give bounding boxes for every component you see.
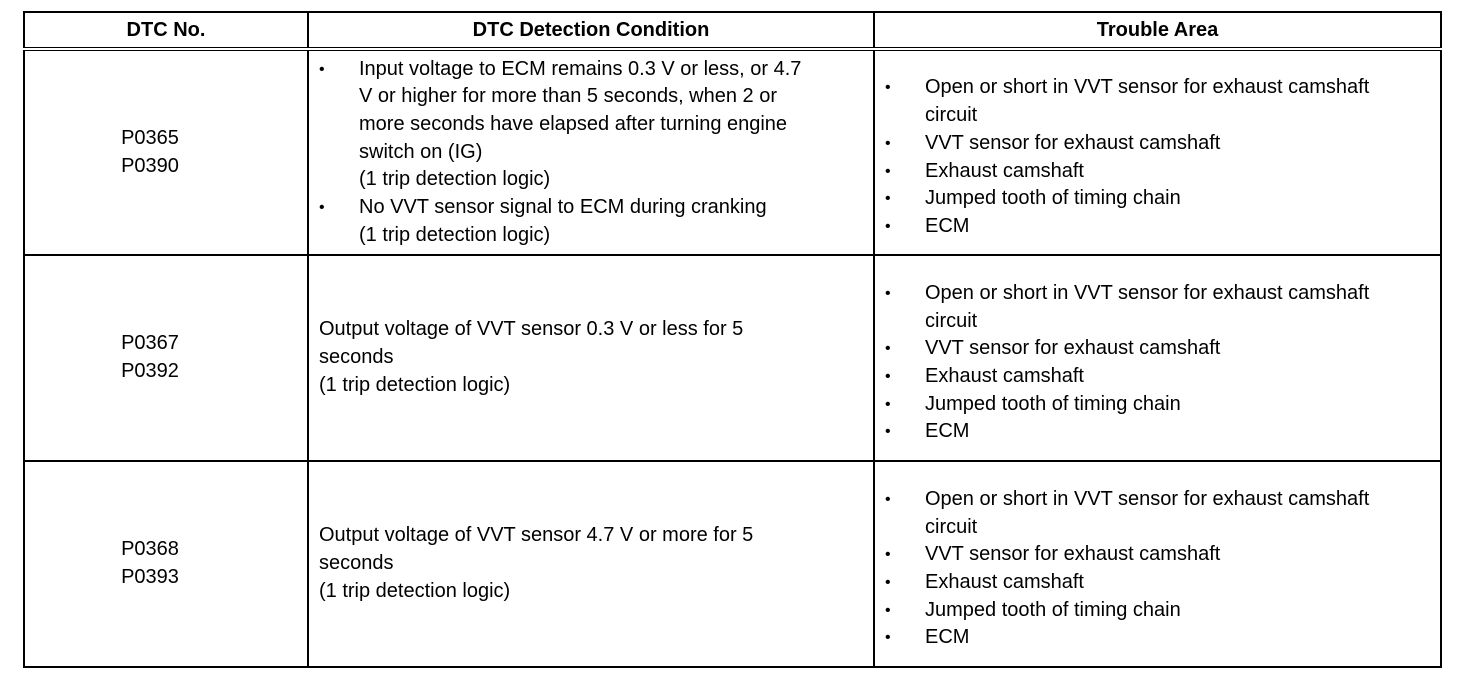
trouble-area-item: [885, 541, 1432, 569]
bullet-icon: •: [885, 284, 891, 302]
trouble-area-text: Exhaust camshaft: [925, 159, 1084, 182]
dtc-code: P0392: [121, 360, 179, 382]
table-row: [24, 49, 1441, 255]
trouble-area-item: [885, 158, 1432, 186]
bullet-icon: •: [885, 601, 891, 619]
detection-condition-cell: [308, 461, 874, 667]
bullet-icon: •: [885, 423, 891, 441]
trouble-area-text: VVT sensor for exhaust camshaft: [925, 337, 1221, 360]
trouble-area-item: [885, 280, 1432, 335]
bullet-icon: •: [885, 574, 891, 591]
trouble-area-text: ECM: [925, 626, 970, 649]
condition-item: [319, 194, 865, 249]
dtc-code: P0367: [121, 332, 179, 355]
trouble-area-text: VVT sensor for exhaust camshaft: [925, 131, 1221, 154]
dtc-code-cell: [24, 255, 308, 461]
header-detection-condition: DTC Detection Condition: [308, 12, 874, 49]
trouble-area-text: Jumped tooth of timing chain: [925, 392, 1181, 415]
trouble-area-cell: [874, 255, 1441, 461]
trouble-area-item: [885, 624, 1432, 652]
trouble-area-cell: [874, 49, 1441, 255]
condition-text: Output voltage of VVT sensor 0.3 V or less for 5 seconds (1 trip detection logic): [319, 318, 744, 396]
condition-text: Output voltage of VVT sensor 4.7 V or more for 5 seconds (1 trip detection logic): [319, 524, 754, 602]
trouble-area-item: [885, 391, 1432, 419]
dtc-code-cell: [24, 49, 308, 255]
dtc-code: P0390: [121, 154, 179, 177]
bullet-icon: •: [885, 162, 891, 180]
trouble-area-text: ECM: [925, 214, 970, 237]
trouble-area-item: [885, 213, 1432, 241]
trouble-area-item: [885, 569, 1432, 597]
trouble-area-item: [885, 185, 1432, 213]
bullet-icon: •: [885, 79, 891, 97]
bullet-icon: •: [885, 217, 891, 235]
trouble-area-text: Jumped tooth of timing chain: [925, 187, 1181, 210]
trouble-area-text: Jumped tooth of timing chain: [925, 598, 1181, 621]
dtc-code: P0393: [121, 566, 179, 588]
bullet-icon: •: [885, 490, 891, 508]
trouble-area-text: Open or short in VVT sensor for exhaust camshaft circuit: [925, 76, 1370, 127]
trouble-area-text: Exhaust camshaft: [925, 571, 1084, 593]
header-trouble-area: Trouble Area: [874, 12, 1441, 49]
trouble-area-text: Exhaust camshaft: [925, 365, 1084, 387]
condition-text: No VVT sensor signal to ECM during cranking (1 trip detection logic): [359, 196, 767, 246]
trouble-area-item: [885, 74, 1432, 129]
bullet-icon: •: [885, 629, 891, 647]
condition-text: Input voltage to ECM remains 0.3 V or less, or 4.7 V or higher for more than 5 seconds, when 2 or more seconds have elapsed after turning engine switch on (IG) (1 trip detection logic): [359, 57, 802, 191]
detection-condition-cell: [308, 255, 874, 461]
trouble-area-text: Open or short in VVT sensor for exhaust camshaft circuit: [925, 487, 1370, 538]
bullet-icon: •: [319, 60, 325, 78]
bullet-icon: •: [885, 190, 891, 208]
bullet-icon: •: [885, 134, 891, 152]
trouble-area-item: [885, 597, 1432, 625]
trouble-area-item: [885, 363, 1432, 391]
detection-condition-cell: [308, 49, 874, 255]
trouble-area-item: [885, 130, 1432, 158]
table-row: [24, 255, 1441, 461]
header-dtc-no: DTC No.: [24, 12, 308, 49]
dtc-code: P0368: [121, 538, 179, 561]
bullet-icon: •: [319, 199, 325, 217]
dtc-code: P0365: [121, 126, 179, 149]
bullet-icon: •: [885, 368, 891, 385]
trouble-area-text: Open or short in VVT sensor for exhaust camshaft circuit: [925, 281, 1370, 332]
table-row: [24, 461, 1441, 667]
bullet-icon: •: [885, 546, 891, 564]
bullet-icon: •: [885, 340, 891, 358]
trouble-area-text: ECM: [925, 420, 970, 443]
trouble-area-item: [885, 418, 1432, 446]
bullet-icon: •: [885, 395, 891, 413]
trouble-area-item: [885, 486, 1432, 541]
trouble-area-item: [885, 335, 1432, 363]
trouble-area-text: VVT sensor for exhaust camshaft: [925, 543, 1221, 566]
dtc-table: [23, 11, 1442, 668]
trouble-area-cell: [874, 461, 1441, 667]
dtc-code-cell: [24, 461, 308, 667]
condition-item: [319, 56, 865, 195]
header-row: [24, 12, 1441, 49]
